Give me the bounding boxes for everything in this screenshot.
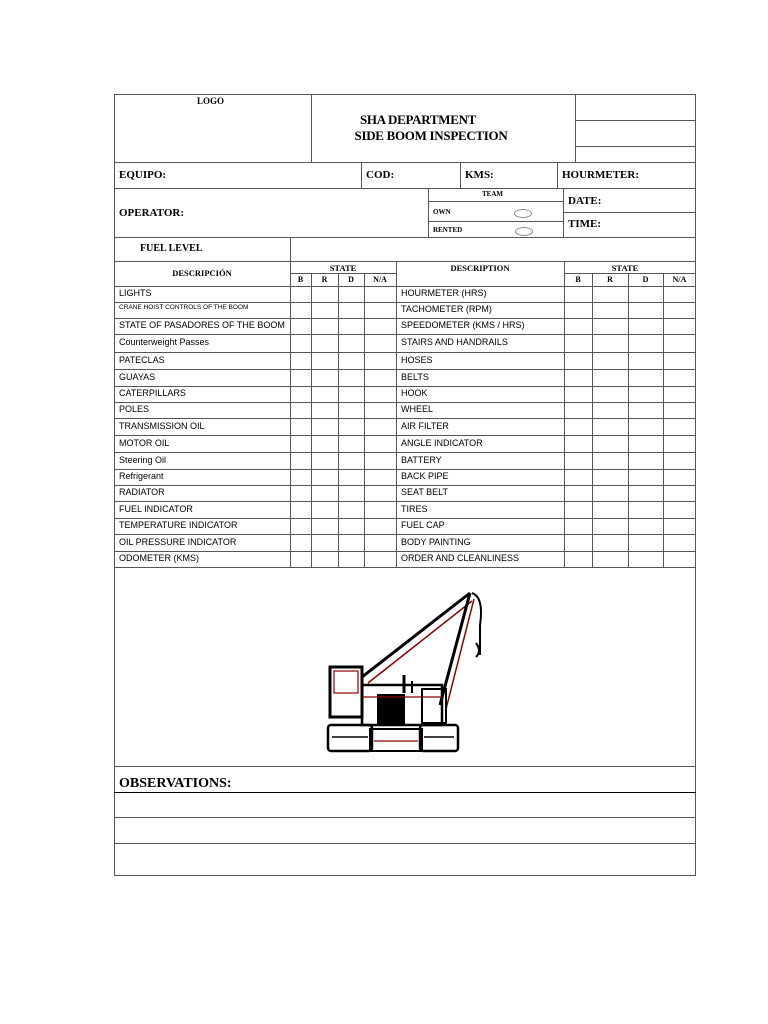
left-state-cell[interactable] [365,502,395,517]
right-state-cell[interactable] [565,370,591,385]
right-state-cell[interactable] [593,319,627,333]
left-state-cell[interactable] [291,403,310,417]
left-checklist-item: PATECLAS [119,354,165,365]
right-state-cell[interactable] [629,486,662,500]
left-checklist-item: POLES [119,404,150,414]
left-state-cell[interactable] [291,370,310,385]
right-state-cell[interactable] [629,319,662,333]
logo-placeholder: LOGO [197,96,225,106]
left-checklist-item: Steering Oil [119,454,167,465]
divider [114,817,696,818]
equipo-field[interactable] [165,166,359,186]
right-state-cell[interactable] [565,502,591,517]
right-checklist-item: FUEL CAP [401,520,445,530]
right-state-cell[interactable] [565,552,591,566]
right-checklist-item: TACHOMETER (RPM) [401,304,492,314]
right-state-cell[interactable] [593,335,627,351]
left-state-cell[interactable] [339,519,363,533]
right-state-header: STATE [611,263,639,273]
observation-line-3[interactable] [118,848,696,874]
right-state-cell[interactable] [629,419,662,434]
left-state-cell[interactable] [339,470,363,484]
left-state-cell[interactable] [312,486,337,500]
divider [460,162,461,188]
right-checklist-item: BACK PIPE [401,471,449,481]
left-state-cell[interactable] [339,387,363,401]
left-checklist-item: OIL PRESSURE INDICATOR [119,536,237,547]
right-checklist-item: HOURMETER (HRS) [401,288,487,298]
kms-field[interactable] [495,166,557,186]
left-state-cell[interactable] [291,436,310,451]
side-boom-crane-illustration [322,585,492,755]
left-state-cell[interactable] [365,403,395,417]
right-state-cell[interactable] [593,353,627,368]
left-state-cell[interactable] [365,436,395,451]
left-state-col-r: R [321,275,328,284]
left-state-cell[interactable] [291,552,310,566]
divider [114,188,696,189]
left-state-cell[interactable] [291,470,310,484]
operator-field[interactable] [180,204,424,224]
left-state-cell[interactable] [365,287,395,301]
left-state-cell[interactable] [365,419,395,434]
left-state-cell[interactable] [291,486,310,500]
left-state-cell[interactable] [339,353,363,368]
right-checklist-item: ORDER AND CLEANLINESS [401,553,520,563]
right-state-cell[interactable] [629,519,662,533]
left-state-cell[interactable] [365,453,395,468]
own-radio[interactable] [514,209,532,218]
divider [557,162,558,188]
left-checklist-item: CRANE HOIST CONTROLS OF THE BOOM [119,304,249,311]
right-state-cell[interactable] [664,453,695,468]
right-checklist-item: WHEEL [401,404,434,414]
left-state-cell[interactable] [291,519,310,533]
right-state-cell[interactable] [629,453,662,468]
right-state-cell[interactable] [664,519,695,533]
left-checklist-item: STATE OF PASADORES OF THE BOOM [119,320,285,330]
rented-radio[interactable] [515,227,533,236]
left-state-cell[interactable] [339,419,363,434]
left-state-cell[interactable] [291,287,310,301]
left-state-cell[interactable] [365,387,395,401]
left-state-cell[interactable] [291,319,310,333]
left-state-cell[interactable] [291,535,310,550]
right-state-cell[interactable] [629,470,662,484]
right-state-cell[interactable] [664,370,695,385]
left-state-cell[interactable] [339,453,363,468]
left-state-cell[interactable] [312,519,337,533]
right-state-cell[interactable] [565,335,591,351]
right-state-cell[interactable] [629,335,662,351]
left-state-cell[interactable] [312,287,337,301]
left-state-cell[interactable] [291,303,310,317]
divider [114,766,696,767]
left-state-cell[interactable] [291,419,310,434]
left-state-cell[interactable] [339,370,363,385]
right-checklist-item: SEAT BELT [401,487,449,497]
team-label: TEAM [482,190,503,198]
divider [575,146,696,147]
right-state-cell[interactable] [664,319,695,333]
divider [114,792,696,793]
left-state-cell[interactable] [291,335,310,351]
right-state-cell[interactable] [664,470,695,484]
right-state-cell[interactable] [629,353,662,368]
left-state-cell[interactable] [291,387,310,401]
right-checklist-item: BELTS [401,371,429,382]
rented-label: RENTED [433,226,463,234]
right-state-cell[interactable] [593,287,627,301]
right-state-cell[interactable] [565,303,591,317]
left-state-cell[interactable] [365,519,395,533]
divider [575,94,576,162]
divider [114,567,696,568]
own-label: OWN [433,208,451,216]
left-state-header: STATE [329,263,357,273]
right-state-cell[interactable] [629,436,662,451]
right-state-cell[interactable] [664,335,695,351]
left-state-cell[interactable] [339,486,363,500]
right-state-cell[interactable] [593,403,627,417]
right-state-cell[interactable] [664,387,695,401]
right-state-cell[interactable] [565,403,591,417]
right-state-cell[interactable] [629,552,662,566]
left-state-cell[interactable] [339,535,363,550]
left-checklist-item: Counterweight Passes [119,337,210,347]
right-state-cell[interactable] [629,303,662,317]
hourmeter-field[interactable] [634,166,696,186]
divider [114,843,696,844]
left-checklist-item: RADIATOR [119,487,165,497]
right-state-cell[interactable] [629,502,662,517]
left-state-cell[interactable] [312,303,337,317]
right-state-cell[interactable] [565,519,591,533]
right-state-cell[interactable] [629,287,662,301]
right-checklist-item: STAIRS AND HANDRAILS [401,337,508,347]
right-state-cell[interactable] [593,502,627,517]
observation-line-1[interactable] [118,796,696,816]
divider [563,212,696,213]
right-state-cell[interactable] [565,436,591,451]
observation-line-2[interactable] [118,821,696,841]
left-state-cell[interactable] [312,353,337,368]
divider [575,120,696,121]
right-state-cell[interactable] [565,535,591,550]
left-state-cell[interactable] [312,552,337,566]
left-state-cell[interactable] [312,453,337,468]
left-state-cell[interactable] [365,470,395,484]
divider [564,273,696,274]
right-description-header: DESCRIPTION [450,263,510,273]
divider [114,237,696,238]
right-state-cell[interactable] [593,486,627,500]
right-state-cell[interactable] [629,370,662,385]
left-state-cell[interactable] [312,470,337,484]
right-state-cell[interactable] [664,353,695,368]
left-checklist-item: ODOMETER (KMS) [119,553,199,563]
right-state-cell[interactable] [664,403,695,417]
right-state-cell[interactable] [565,387,591,401]
date-field[interactable] [604,192,696,211]
left-state-cell[interactable] [339,403,363,417]
left-state-cell[interactable] [365,303,395,317]
page-title: SHA DEPARTMENT [359,112,477,127]
left-checklist-item: LIGHTS [119,288,152,298]
fuel-level-field[interactable] [295,241,695,260]
right-state-cell[interactable] [593,370,627,385]
divider [396,261,397,567]
left-state-cell[interactable] [339,335,363,351]
right-state-cell[interactable] [593,519,627,533]
right-checklist-item: AIR FILTER [401,420,449,431]
left-state-cell[interactable] [291,453,310,468]
right-checklist-item: BATTERY [401,454,442,465]
left-state-cell[interactable] [312,419,337,434]
left-state-cell[interactable] [365,353,395,368]
right-state-cell[interactable] [565,470,591,484]
right-state-cell[interactable] [593,535,627,550]
right-state-cell[interactable] [664,535,695,550]
right-state-cell[interactable] [593,552,627,566]
left-state-cell[interactable] [339,552,363,566]
right-state-cell[interactable] [664,436,695,451]
right-state-cell[interactable] [664,486,695,500]
left-checklist-item: FUEL INDICATOR [119,503,193,514]
left-checklist-item: GUAYAS [119,371,156,382]
right-checklist-item: ANGLE INDICATOR [401,437,483,448]
left-state-cell[interactable] [291,502,310,517]
right-state-cell[interactable] [593,387,627,401]
right-state-col-r: R [607,275,613,284]
page-subtitle: SIDE BOOM INSPECTION [354,128,508,143]
left-checklist-item: MOTOR OIL [119,437,170,448]
left-state-cell[interactable] [291,353,310,368]
right-state-col-b: B [575,275,581,284]
right-checklist-item: BODY PAINTING [401,536,471,547]
left-state-cell[interactable] [365,370,395,385]
right-checklist-item: TIRES [401,503,428,514]
kms-label: KMS: [465,169,494,181]
left-state-cell[interactable] [365,486,395,500]
left-state-col-na: N/A [373,275,387,284]
left-state-col-b: B [297,275,304,284]
time-field[interactable] [604,216,696,235]
divider [290,273,396,274]
right-state-cell[interactable] [565,486,591,500]
divider [114,162,696,163]
left-state-cell[interactable] [339,319,363,333]
right-state-cell[interactable] [629,387,662,401]
left-checklist-item: CATERPILLARS [119,388,186,398]
left-state-cell[interactable] [339,287,363,301]
divider [428,221,563,222]
left-state-cell[interactable] [365,335,395,351]
left-state-cell[interactable] [312,335,337,351]
right-state-cell[interactable] [629,535,662,550]
cod-label: COD: [366,169,395,181]
right-checklist-item: HOOK [401,388,428,398]
right-state-cell[interactable] [593,303,627,317]
date-label: DATE: [568,195,602,207]
right-state-cell[interactable] [664,502,695,517]
left-checklist-item: Refrigerant [119,471,164,481]
left-state-cell[interactable] [312,436,337,451]
left-state-cell[interactable] [312,370,337,385]
left-state-cell[interactable] [312,319,337,333]
right-state-cell[interactable] [565,319,591,333]
right-checklist-item: HOSES [401,354,433,365]
right-state-cell[interactable] [593,470,627,484]
right-state-cell[interactable] [593,436,627,451]
cod-field[interactable] [395,166,459,186]
left-state-col-d: D [348,275,354,284]
right-checklist-item: SPEEDOMETER (KMS / HRS) [401,320,525,330]
right-state-cell[interactable] [664,287,695,301]
left-state-cell[interactable] [312,387,337,401]
time-label: TIME: [568,218,601,230]
left-state-cell[interactable] [312,535,337,550]
left-state-cell[interactable] [365,319,395,333]
right-state-cell[interactable] [593,419,627,434]
right-state-cell[interactable] [664,419,695,434]
operator-label: OPERATOR: [119,207,184,219]
right-state-cell[interactable] [565,353,591,368]
right-state-cell[interactable] [664,303,695,317]
divider [114,261,696,262]
left-state-cell[interactable] [339,303,363,317]
left-state-cell[interactable] [339,436,363,451]
right-state-cell[interactable] [565,453,591,468]
divider [428,188,429,237]
fuel-level-label: FUEL LEVEL [140,243,203,254]
divider [428,201,563,202]
divider [361,162,362,188]
left-checklist-item: TEMPERATURE INDICATOR [119,520,238,530]
right-state-col-d: D [642,275,649,284]
side-boom-icon [322,585,492,755]
right-state-cell[interactable] [664,552,695,566]
right-state-cell[interactable] [629,403,662,417]
equipo-label: EQUIPO: [119,169,167,181]
left-state-cell[interactable] [365,552,395,566]
left-state-cell[interactable] [339,502,363,517]
right-state-col-na: N/A [672,275,687,284]
right-state-cell[interactable] [593,453,627,468]
observations-label: OBSERVATIONS: [119,776,232,791]
right-state-cell[interactable] [565,419,591,434]
right-state-cell[interactable] [565,287,591,301]
left-checklist-item: TRANSMISSION OIL [119,420,205,431]
left-state-cell[interactable] [365,535,395,550]
left-description-header: DESCRIPCIÓN [172,268,232,278]
left-state-cell[interactable] [312,502,337,517]
left-state-cell[interactable] [312,403,337,417]
hourmeter-label: HOURMETER: [562,169,639,181]
